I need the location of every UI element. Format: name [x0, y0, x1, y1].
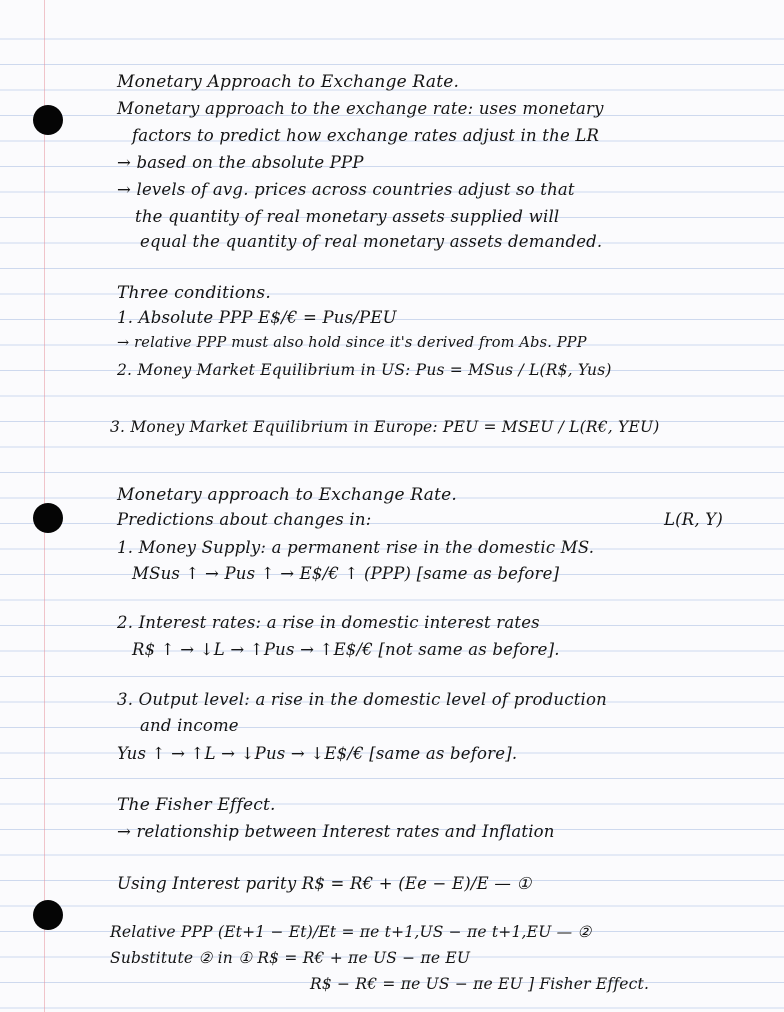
note-line-heading: The Fisher Effect.	[117, 795, 276, 815]
note-line: → relative PPP must also hold since it's derived from Abs. PPP	[117, 335, 587, 351]
note-line: Yus ↑ → ↑L → ↓Pus → ↓E$/€ [same as before].	[117, 744, 518, 763]
note-line: Monetary approach to the exchange rate: uses monetary	[117, 99, 604, 118]
note-line: 1. Money Supply: a permanent rise in the domestic MS.	[117, 538, 595, 557]
note-line: → levels of avg. prices across countries adjust so that	[117, 180, 575, 199]
note-line: 1. Absolute PPP E$/€ = Pus/PEU	[117, 308, 397, 327]
binder-hole-bottom	[33, 900, 63, 930]
note-line: factors to predict how exchange rates adjust in the LR	[132, 126, 600, 145]
note-line: 2. Money Market Equilibrium in US: Pus = MSus / L(R$, Yus)	[117, 361, 612, 379]
binder-hole-middle	[33, 503, 63, 533]
note-line: 2. Interest rates: a rise in domestic interest rates	[117, 613, 540, 632]
note-line: 3. Money Market Equilibrium in Europe: PEU = MSEU / L(R€, YEU)	[110, 418, 660, 436]
note-line: the quantity of real monetary assets supplied will	[135, 207, 560, 226]
note-line-heading: Monetary approach to Exchange Rate.	[117, 485, 458, 505]
note-line: equal the quantity of real monetary assets demanded.	[140, 232, 603, 251]
note-line: R$ ↑ → ↓L → ↑Pus → ↑E$/€ [not same as before].	[132, 640, 560, 659]
note-line-heading: Three conditions.	[117, 283, 271, 303]
note-line: MSus ↑ → Pus ↑ → E$/€ ↑ (PPP) [same as before]	[132, 564, 560, 583]
note-line: Relative PPP (Et+1 − Et)/Et = πe t+1,US − πe t+1,EU — ②	[110, 923, 592, 941]
note-line: and income	[140, 716, 239, 735]
note-line: 3. Output level: a rise in the domestic level of production	[117, 690, 607, 709]
binder-hole-top	[33, 105, 63, 135]
note-line: Substitute ② in ① R$ = R€ + πe US − πe EU	[110, 949, 471, 967]
note-line-annotation: L(R, Y)	[664, 510, 724, 529]
note-line: → relationship between Interest rates and Inflation	[117, 822, 555, 841]
note-line: Using Interest parity R$ = R€ + (Ee − E)/E — ①	[117, 874, 532, 893]
note-line: R$ − R€ = πe US − πe EU ] Fisher Effect.	[310, 975, 650, 993]
note-line: → based on the absolute PPP	[117, 153, 364, 172]
note-line: Predictions about changes in:	[117, 510, 372, 529]
note-line-title: Monetary Approach to Exchange Rate.	[117, 72, 460, 92]
